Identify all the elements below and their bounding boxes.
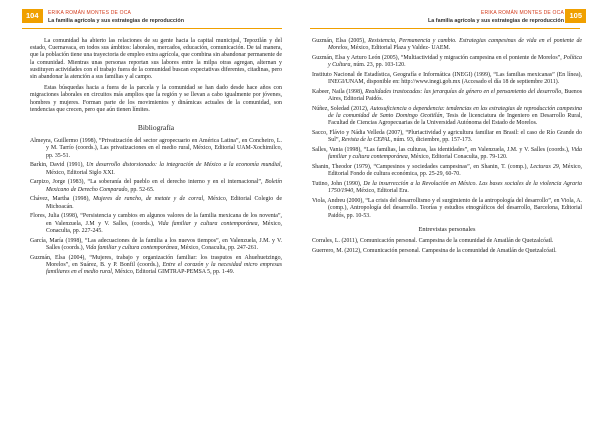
reference-entry: Instituto Nacional de Estadística, Geografía e Informática (INEGI) (1999), “Las familias mexicanas” (En línea), INEGI/UNAM, disponible en: http://www.inegi.gob.mx (Accesado el día 18 de septiembre 2011). (312, 72, 582, 86)
reference-title: Vida familiar y cultura contemporánea (85, 244, 178, 251)
reference-entry: Guzmán, Elsa (2004), “Mujeres, trabajo y organización familiar: los trasputos en Ahuehuetzingo, Morelos”, en Suárez, B. y P. Bonfil (coords.), Entre el corazón y la necesidad micro empresas familiares en el medio rural, México, Editorial GIMTRAP-PEMSA 5, pp. 1-49. (30, 254, 283, 276)
reference-title: Lecturas 29 (530, 164, 559, 171)
reference-title: De la insurrección a la Revolución en México. Las bases sociales de la violencia Agraria 1750/1940 (328, 181, 582, 195)
author-header: ERIKA ROMÁN MONTES DE OCA (48, 10, 132, 16)
interviews-title: Entrevistas personales (418, 225, 476, 233)
reference-title: Boletín Mexicano de Derecho Comparado (46, 179, 282, 193)
reference-entry: Flores, Julia (1998), “Persistencia y cambios en algunos valores de la familia mexicana de los noventa”, en Valenzuela, J.M y V. Salles, (coords.), Vida familiar y cultura contemporánea, México, Conaculta, pp. 227-245. (30, 213, 282, 234)
book-title-header: La familia agrícola y sus estrategias de reproducción (427, 18, 564, 24)
reference-entry: Chávez, Martha (1998), Mujeres de rancho, de metate y de corral, México, Editorial Colegio de Michoacán. (30, 196, 282, 210)
bibliography-title: Bibliografía (137, 123, 175, 133)
page-number: 105 (565, 9, 586, 23)
interview-list (312, 238, 582, 255)
reference-entry: Sacco, Flávio y Nádia Velleda (2007), “Pluriactividad y agricultura familiar en Brasil: el caso de Río Grande do Sul”, Revista de la CEPAL, núm. 93, diciembre, pp. 157-173. (312, 130, 582, 144)
reference-entry: Barkin, David (1991), Un desarrollo distorsionado: la integración de México a la economía mundial, México, Editorial Siglo XXI. (30, 162, 282, 176)
header-rule (310, 28, 580, 29)
body-paragraph: La comunidad ha abierto las relaciones de su gente hacia la capital municipal, Tepoztlán y del estado, Cuernavaca, en todos sus ámbitos: laborales, mercados, educación, comunicación. De tal manera, que la población tiene una trayectoria de empleo extra agrícola, que combina sin abandonar permanente de la comunidad. Mientras unas personas reportan sus labores entre la milpa otras agregan, alternan y sustituyen actividades con el trabajo fuera de la comunidad buscan expectativas diferentes, citadinas, pero sin abandonar la atención a sus familias y al campo. (30, 38, 282, 81)
reference-title: Vida familiar y cultura contemporánea (328, 147, 582, 161)
reference-entry: Carpizo, Jorge (1983), “La soberanía del pueblo en el derecho interno y en el internacional”, Boletín Mexicano de Derecho Comparado, pp. 52-65. (30, 179, 282, 193)
reference-entry: Guerrero, M. (2012), Comunicación personal. Campesina de la comunidad de Amatlán de Quetzalcóatl. (312, 247, 557, 254)
reference-entry: Núñez, Soledad (2012), Autosuficiencia o dependencia: tendencias en las estrategias de reproducción campesina de la comunidad de Santo Domingo Ocotitlán, Tesis de licenciatura de Ingeniero en Desarrollo Rural, Facultad de Ciencias Agropecuarias de la Universidad Autónoma del Estado de Morelos. (312, 106, 582, 127)
reference-title: Vida familiar y cultura contemporánea (157, 220, 258, 227)
right-page (300, 0, 600, 440)
body-paragraph: Estas búsquedas hacia a fuera de la parcela y la comunidad se han dado desde hace años con migraciones laborales en circuitos más amplios que la región y se llevan a cabo igualmente por jóvenes, hombres y mujeres. Forman parte de los movimientos y dinámicas actuales de la comunidad, son tendencias que crecen, pero que aún tienen límites. (30, 85, 282, 113)
right-page-header (300, 6, 600, 34)
reference-title: Realidades trastocadas: las jerarquías de género en el pensamiento del desarrollo (365, 89, 562, 95)
right-page-body (312, 38, 582, 258)
reference-entry: Almeyra, Guillermo (1998), “Privatización del sector agropecuario en América Latina”, en Concheiro, L. y M. Tarrío (coords.), Las privatizaciones en el medio rural, México, Editorial UAM-Xochimilco, pp. 35-51. (30, 138, 282, 159)
reference-title: Un desarrollo distorsionado: la integración de México a la economía mundial (86, 162, 281, 169)
left-page-body (30, 38, 282, 279)
reference-entry: García, María (1998), “Las adecuaciones de la familia a los nuevos tiempos”, en Valenzuela, J.M. y V. Salles (coords.), Vida familiar y cultura contemporánea, México, Conaculta, pp. 247-261. (30, 237, 282, 251)
page-number: 104 (22, 9, 43, 23)
reference-list (312, 38, 582, 220)
reference-list (30, 138, 282, 276)
book-title-header: La familia agrícola y sus estrategias de reproducción (48, 18, 185, 24)
author-header: ERIKA ROMÁN MONTES DE OCA (480, 10, 564, 16)
reference-title: Política y Cultura (328, 55, 582, 69)
reference-entry: Viola, Andreu (2000), “La crisis del desarrollismo y el surgimiento de la antropología del desarrollo”, en Viola, A. (comp.), Antropología del desarrollo. Teorías y estudios etnográficos del desarrollo, Barcelona, Editorial Paidós, pp. 10-53. (312, 198, 582, 219)
reference-title: Mujeres de rancho, de metate y de corral (93, 196, 204, 203)
reference-entry: Shanin, Theodor (1979), “Campesinos y sociedades campesinas”, en Shanin, T. (comp.), Lecturas 29, México, Editorial Fondo de cultura económica, pp. 25-29, 60-70. (312, 164, 582, 178)
reference-entry: Guzmán, Elsa y Arturo León (2005), “Multiactividad y migración campesina en el poniente de Morelos”, Política y Cultura, núm. 23, pp. 103-120. (312, 55, 582, 69)
reference-title: Entre el corazón y la necesidad micro empresas familiares en el medio rural (46, 261, 283, 276)
reference-entry: Guzmán, Elsa (2005), Resistencia, Permanencia y cambio. Estrategias campesinas de vida en el poniente de Morelos, México, Editorial Plaza y Valdez- UAEM. (312, 38, 583, 52)
reference-entry: Kabeer, Naila (1998), Realidades trastocadas: las jerarquías de género en el pensamiento del desarrollo, Buenos Aires, Editorial Paidós. (312, 89, 582, 103)
reference-title: Autosuficiencia o dependencia: tendencias en las estrategias de reproducción campesina de la comunidad de Santo Domingo Ocotitlán (328, 106, 582, 120)
reference-entry: Tutino, John (1990), De la insurrección a la Revolución en México. Las bases sociales de la violencia Agraria 1750/1940, México, Editorial Era. (312, 181, 582, 195)
reference-title: Resistencia, Permanencia y cambio. Estrategias campesinas de vida en el poniente de Morelos (328, 38, 583, 52)
reference-title: Revista de la CEPAL (341, 137, 391, 144)
reference-entry: Corrales, L. (2011), Comunicación personal. Campesina de la comunidad de Amatlán de Quetzalcóatl. (312, 238, 554, 245)
reference-entry: Salles, Vania (1998), “Las familias, las culturas, las identidades”, en Valenzuela, J.M. y V. Salles (coords.), Vida familiar y cultura contemporánea, México, Editorial Conaculta, pp. 79-120. (312, 147, 582, 161)
header-rule (22, 28, 282, 29)
left-page-header (0, 6, 300, 34)
